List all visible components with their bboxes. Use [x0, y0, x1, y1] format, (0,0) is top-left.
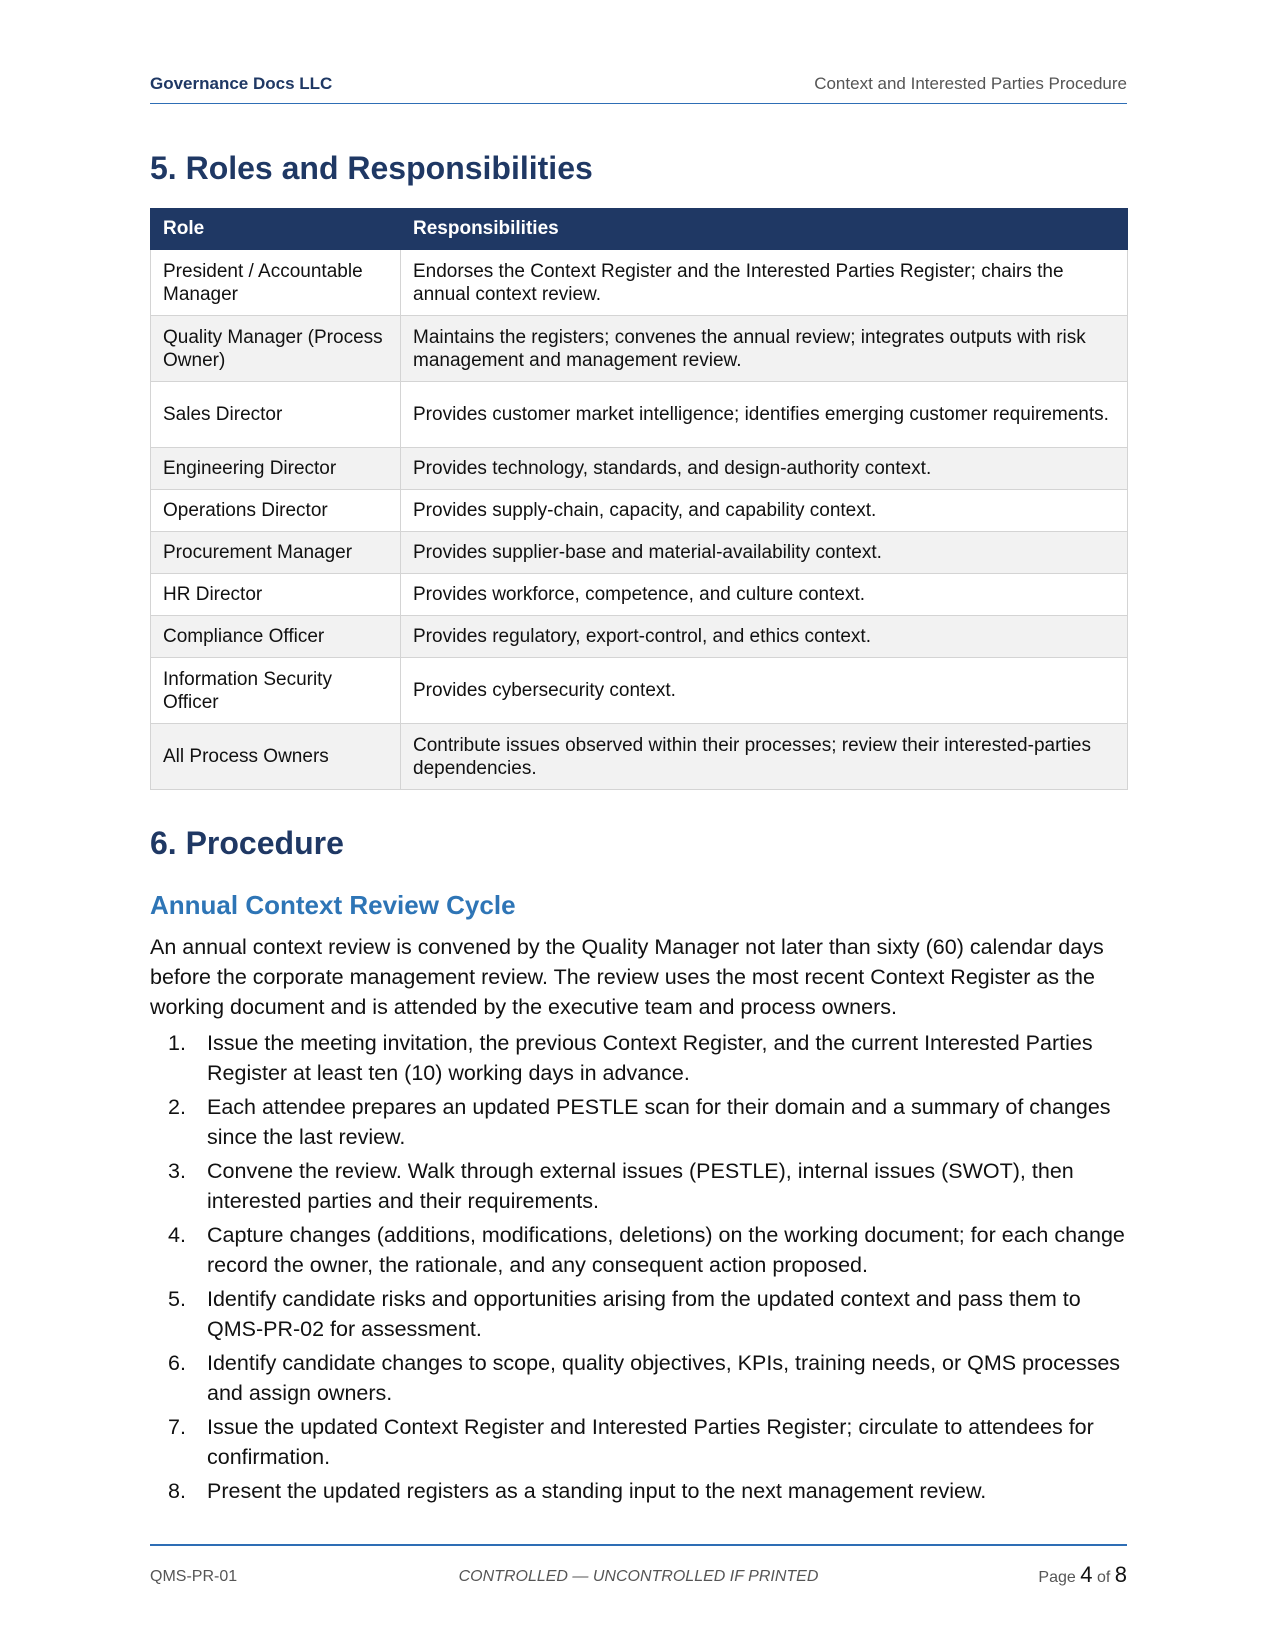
role-cell: Engineering Director — [151, 448, 401, 490]
responsibility-cell: Provides supplier-base and material-availability context. — [401, 532, 1128, 574]
list-item — [150, 1156, 1127, 1216]
step-text: Identify candidate changes to scope, quality objectives, KPIs, training needs, or QMS processes and assign owners. — [207, 1351, 1121, 1405]
step-text: Issue the meeting invitation, the previous Context Register, and the current Interested Parties Register at least ten (10) working days in advance. — [207, 1031, 1093, 1085]
role-cell: Operations Director — [151, 490, 401, 532]
responsibility-cell: Provides customer market intelligence; identifies emerging customer requirements. — [401, 382, 1128, 448]
role-cell: Procurement Manager — [151, 532, 401, 574]
page-footer — [150, 1544, 1127, 1586]
table-row — [151, 382, 1128, 448]
list-item — [150, 1284, 1127, 1344]
table-row — [151, 658, 1128, 724]
step-number: 7. — [168, 1415, 186, 1439]
list-item — [150, 1092, 1127, 1152]
document-code: QMS-PR-01 — [150, 1568, 238, 1585]
step-number: 8. — [168, 1479, 186, 1503]
step-number: 1. — [168, 1031, 186, 1055]
role-cell: HR Director — [151, 574, 401, 616]
responsibility-cell: Maintains the registers; convenes the annual review; integrates outputs with risk management and management review. — [401, 316, 1128, 382]
table-row — [151, 448, 1128, 490]
section-6-heading: 6. Procedure — [150, 825, 344, 861]
table-row — [151, 574, 1128, 616]
step-number: 5. — [168, 1287, 186, 1311]
table-row — [151, 532, 1128, 574]
role-cell: All Process Owners — [151, 724, 401, 790]
table-row — [151, 316, 1128, 382]
step-number: 6. — [168, 1351, 186, 1375]
table-row — [151, 250, 1128, 316]
table-row — [151, 490, 1128, 532]
list-item — [150, 1348, 1127, 1408]
list-item — [150, 1028, 1127, 1088]
role-cell: Information Security Officer — [151, 658, 401, 724]
document-title: Context and Interested Parties Procedure — [814, 74, 1127, 93]
table-header-row — [151, 209, 1128, 250]
procedure-steps-list — [150, 1028, 1127, 1510]
table-row — [151, 616, 1128, 658]
column-header-role: Role — [151, 209, 401, 250]
step-text: Present the updated registers as a standing input to the next management review. — [207, 1479, 987, 1503]
step-number: 3. — [168, 1159, 186, 1183]
responsibility-cell: Provides regulatory, export-control, and ethics context. — [401, 616, 1128, 658]
step-text: Capture changes (additions, modifications, deletions) on the working document; for each change record the owner, the rationale, and any consequent action proposed. — [207, 1223, 1125, 1277]
step-text: Issue the updated Context Register and Interested Parties Register; circulate to attendees for confirmation. — [207, 1415, 1094, 1469]
step-number: 4. — [168, 1223, 186, 1247]
list-item — [150, 1476, 1127, 1506]
page-indicator — [1038, 1562, 1127, 1588]
document-page — [150, 0, 1127, 1651]
role-cell: Compliance Officer — [151, 616, 401, 658]
company-name: Governance Docs LLC — [150, 74, 333, 93]
responsibility-cell: Contribute issues observed within their processes; review their interested-parties dependencies. — [401, 724, 1128, 790]
page-word: Page — [1038, 1569, 1076, 1586]
page-number: 4 — [1080, 1562, 1093, 1587]
step-text: Each attendee prepares an updated PESTLE scan for their domain and a summary of changes since the last review. — [207, 1095, 1111, 1149]
of-word: of — [1096, 1569, 1111, 1586]
list-item — [150, 1220, 1127, 1280]
responsibility-cell: Provides supply-chain, capacity, and capability context. — [401, 490, 1128, 532]
intro-paragraph: An annual context review is convened by the Quality Manager not later than sixty (60) calendar days before the corporate management review. The review uses the most recent Context Register as the working document and is attended by the executive team and process owners. — [150, 935, 1104, 1019]
responsibility-cell: Provides cybersecurity context. — [401, 658, 1128, 724]
control-notice: CONTROLLED — UNCONTROLLED IF PRINTED — [458, 1568, 819, 1585]
subsection-heading: Annual Context Review Cycle — [150, 890, 516, 920]
column-header-responsibilities: Responsibilities — [401, 209, 1128, 250]
responsibility-cell: Provides technology, standards, and design-authority context. — [401, 448, 1128, 490]
page-total: 8 — [1114, 1562, 1127, 1587]
roles-table — [150, 208, 1128, 790]
table-row — [151, 724, 1128, 790]
page-header — [150, 72, 1127, 104]
step-number: 2. — [168, 1095, 186, 1119]
list-item — [150, 1412, 1127, 1472]
responsibility-cell: Endorses the Context Register and the Interested Parties Register; chairs the annual context review. — [401, 250, 1128, 316]
role-cell: Sales Director — [151, 382, 401, 448]
step-text: Convene the review. Walk through external issues (PESTLE), internal issues (SWOT), then interested parties and their requirements. — [207, 1159, 1074, 1213]
section-5-heading: 5. Roles and Responsibilities — [150, 150, 593, 186]
role-cell: President / Accountable Manager — [151, 250, 401, 316]
role-cell: Quality Manager (Process Owner) — [151, 316, 401, 382]
responsibility-cell: Provides workforce, competence, and culture context. — [401, 574, 1128, 616]
step-text: Identify candidate risks and opportunities arising from the updated context and pass them to QMS-PR-02 for assessment. — [207, 1287, 1081, 1341]
